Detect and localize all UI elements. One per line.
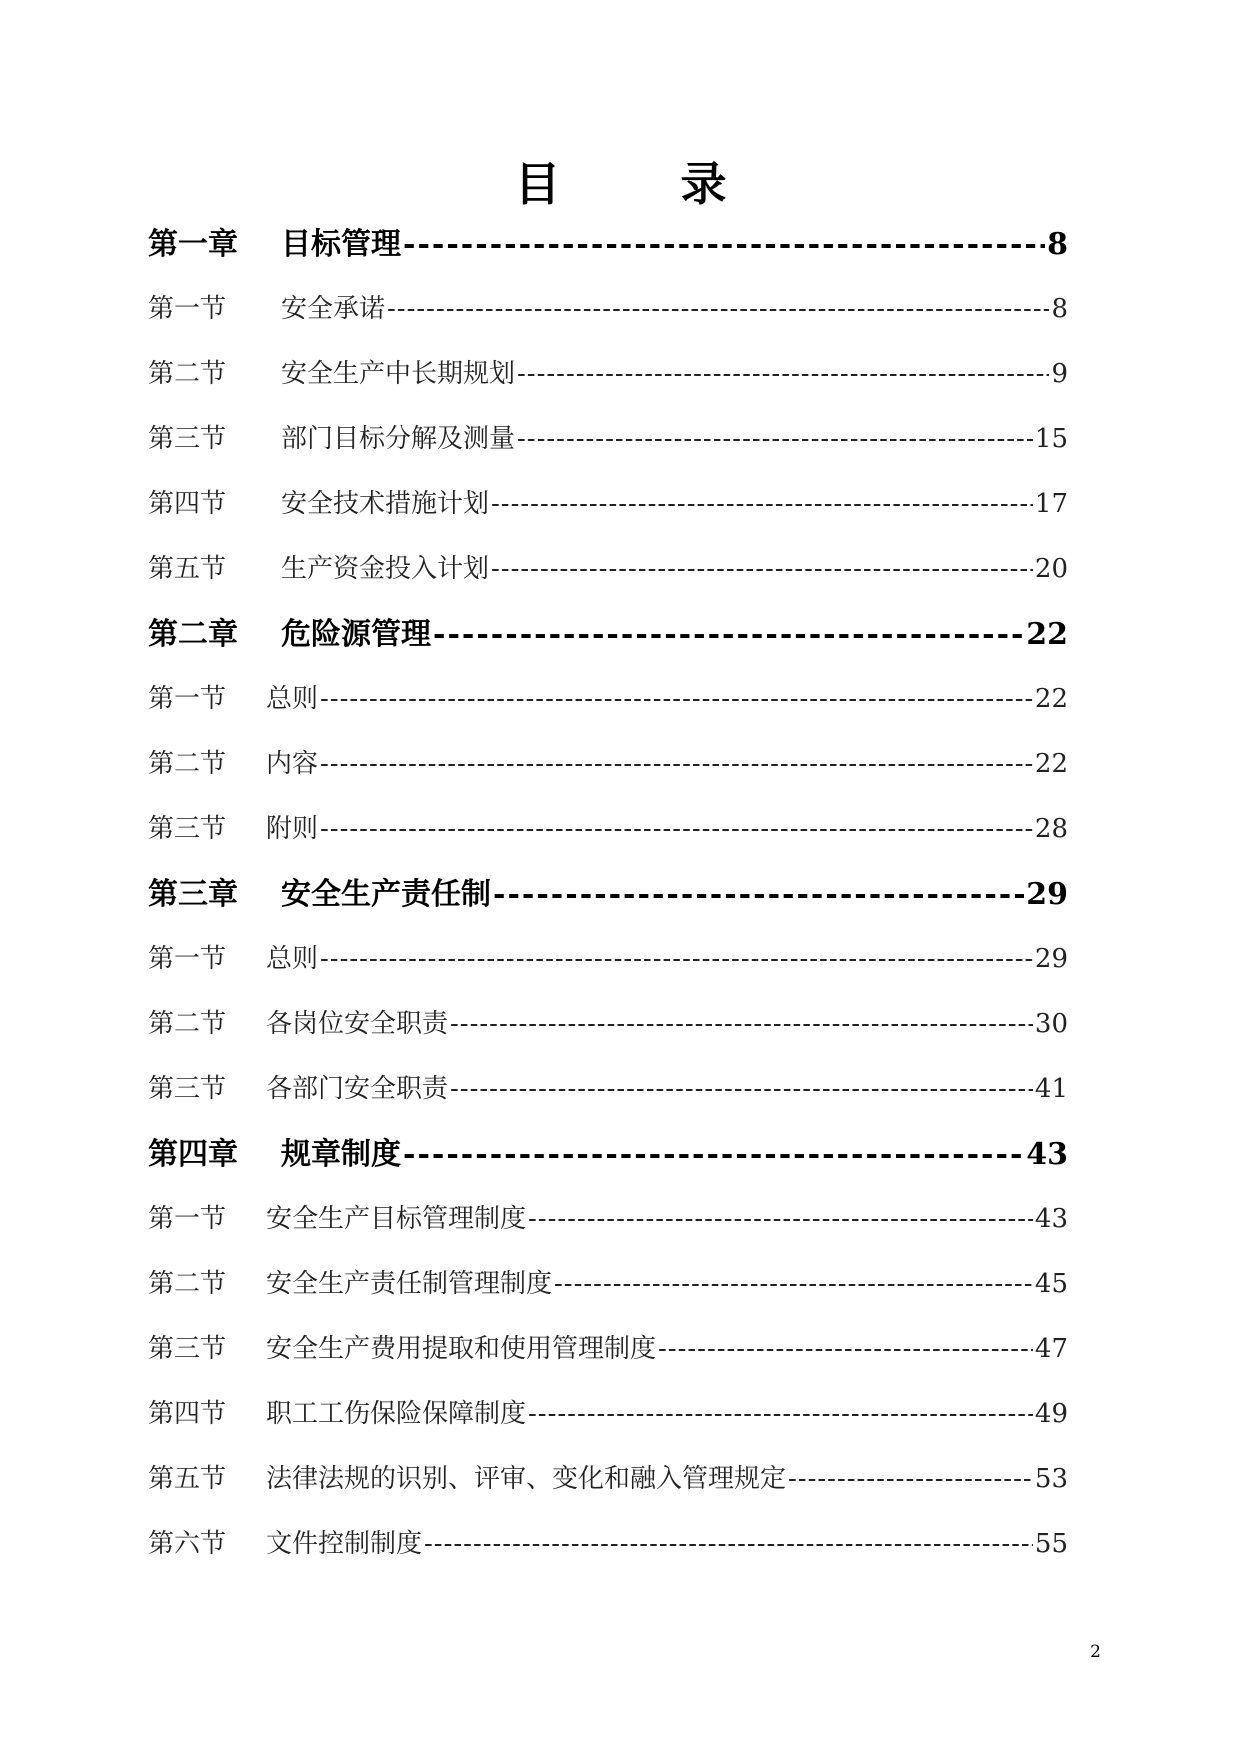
toc-text: 安全生产目标管理制度 xyxy=(266,1204,527,1234)
toc-text: 各岗位安全职责 xyxy=(266,1009,449,1039)
toc-leader xyxy=(493,862,1024,927)
toc-page: 53 xyxy=(1034,1464,1068,1494)
toc-page: 28 xyxy=(1034,814,1068,844)
toc-section[interactable] xyxy=(148,407,1068,472)
toc-number: 第二节 xyxy=(148,1009,227,1039)
toc-section[interactable] xyxy=(148,277,1068,342)
toc-text: 总则 xyxy=(266,944,319,974)
toc-page: 15 xyxy=(1034,424,1068,454)
toc-number: 第二节 xyxy=(148,1269,227,1299)
toc-page: 17 xyxy=(1034,489,1068,519)
toc-text: 安全生产责任制 xyxy=(281,877,491,912)
toc-text: 安全生产中长期规划 xyxy=(281,359,516,389)
toc-text: 内容 xyxy=(266,749,319,779)
toc-page: 22 xyxy=(1034,684,1068,714)
toc-leader xyxy=(403,1122,1024,1187)
toc-number: 第四节 xyxy=(148,1399,227,1429)
toc-chapter-4[interactable] xyxy=(148,1122,1068,1187)
toc-page: 55 xyxy=(1034,1529,1068,1559)
toc-leader xyxy=(320,797,1033,862)
toc-page: 41 xyxy=(1034,1074,1068,1104)
toc-text: 安全技术措施计划 xyxy=(281,489,490,519)
toc-leader xyxy=(403,212,1045,277)
toc-section[interactable] xyxy=(148,537,1068,602)
toc-leader xyxy=(320,667,1033,732)
toc-leader xyxy=(450,1057,1033,1122)
toc-page: 22 xyxy=(1026,617,1068,652)
toc-leader xyxy=(528,1382,1033,1447)
toc-leader xyxy=(658,1317,1033,1382)
toc-page: 30 xyxy=(1034,1009,1068,1039)
toc-section[interactable] xyxy=(148,732,1068,797)
toc-page: 8 xyxy=(1051,294,1068,324)
toc-leader xyxy=(433,602,1024,667)
toc-page: 49 xyxy=(1034,1399,1068,1429)
toc-text: 规章制度 xyxy=(281,1137,401,1172)
toc-number: 第五节 xyxy=(148,1464,227,1494)
toc-number: 第三节 xyxy=(148,814,227,844)
toc-text: 部门目标分解及测量 xyxy=(281,424,516,454)
toc-leader xyxy=(517,407,1033,472)
toc-chapter-3[interactable] xyxy=(148,862,1068,927)
toc-number: 第一节 xyxy=(148,294,227,324)
toc-text: 各部门安全职责 xyxy=(266,1074,449,1104)
toc-number: 第六节 xyxy=(148,1529,227,1559)
toc-page: 8 xyxy=(1047,227,1068,262)
toc-leader xyxy=(528,1187,1033,1252)
toc-page: 9 xyxy=(1051,359,1068,389)
title-char-left: 目 xyxy=(514,157,561,211)
toc-section[interactable] xyxy=(148,1317,1068,1382)
toc-number: 第二节 xyxy=(148,749,227,779)
toc-leader xyxy=(491,537,1033,602)
toc-chapter-2[interactable] xyxy=(148,602,1068,667)
toc-section[interactable] xyxy=(148,472,1068,537)
toc-section[interactable] xyxy=(148,1057,1068,1122)
toc-number: 第一节 xyxy=(148,1204,227,1234)
toc-text: 附则 xyxy=(266,814,319,844)
toc-section[interactable] xyxy=(148,1252,1068,1317)
toc-number: 第二节 xyxy=(148,359,227,389)
toc-number: 第三节 xyxy=(148,424,227,454)
toc-leader xyxy=(424,1512,1033,1577)
toc-number: 第三节 xyxy=(148,1074,227,1104)
toc-text: 总则 xyxy=(266,684,319,714)
toc-section[interactable] xyxy=(148,927,1068,992)
toc-page: 22 xyxy=(1034,749,1068,779)
toc-leader xyxy=(320,732,1033,797)
table-of-contents xyxy=(148,212,1068,1577)
toc-leader xyxy=(491,472,1033,537)
toc-page: 47 xyxy=(1034,1334,1068,1364)
toc-page: 29 xyxy=(1026,877,1068,912)
toc-number: 第三章 xyxy=(148,877,238,912)
toc-leader xyxy=(450,992,1033,1057)
toc-page: 20 xyxy=(1034,554,1068,584)
toc-leader xyxy=(788,1447,1033,1512)
toc-section[interactable] xyxy=(148,992,1068,1057)
toc-number: 第五节 xyxy=(148,554,227,584)
toc-section[interactable] xyxy=(148,1512,1068,1577)
toc-text: 生产资金投入计划 xyxy=(281,554,490,584)
toc-number: 第四节 xyxy=(148,489,227,519)
toc-leader xyxy=(387,277,1049,342)
page-number: 2 xyxy=(1090,1642,1101,1662)
toc-section[interactable] xyxy=(148,342,1068,407)
toc-text: 安全生产费用提取和使用管理制度 xyxy=(266,1334,657,1364)
toc-section[interactable] xyxy=(148,797,1068,862)
toc-text: 法律法规的识别、评审、变化和融入管理规定 xyxy=(266,1464,787,1494)
toc-section[interactable] xyxy=(148,667,1068,732)
toc-section[interactable] xyxy=(148,1447,1068,1512)
title-char-right: 录 xyxy=(680,157,727,211)
page-title xyxy=(0,148,1241,214)
toc-leader xyxy=(320,927,1033,992)
toc-text: 安全承诺 xyxy=(281,294,386,324)
toc-text: 文件控制制度 xyxy=(266,1529,423,1559)
toc-number: 第四章 xyxy=(148,1137,238,1172)
toc-leader xyxy=(517,342,1049,407)
toc-text: 危险源管理 xyxy=(281,617,431,652)
toc-number: 第一节 xyxy=(148,944,227,974)
toc-leader xyxy=(554,1252,1033,1317)
toc-number: 第三节 xyxy=(148,1334,227,1364)
toc-text: 职工工伤保险保障制度 xyxy=(266,1399,527,1429)
toc-section[interactable] xyxy=(148,1382,1068,1447)
toc-chapter-1[interactable] xyxy=(148,212,1068,277)
toc-page: 43 xyxy=(1034,1204,1068,1234)
toc-section[interactable] xyxy=(148,1187,1068,1252)
toc-page: 45 xyxy=(1034,1269,1068,1299)
toc-page: 29 xyxy=(1034,944,1068,974)
toc-text: 安全生产责任制管理制度 xyxy=(266,1269,553,1299)
toc-number: 第一节 xyxy=(148,684,227,714)
toc-page: 43 xyxy=(1026,1137,1068,1172)
toc-number: 第二章 xyxy=(148,617,238,652)
toc-text: 目标管理 xyxy=(281,227,401,262)
toc-number: 第一章 xyxy=(148,227,238,262)
